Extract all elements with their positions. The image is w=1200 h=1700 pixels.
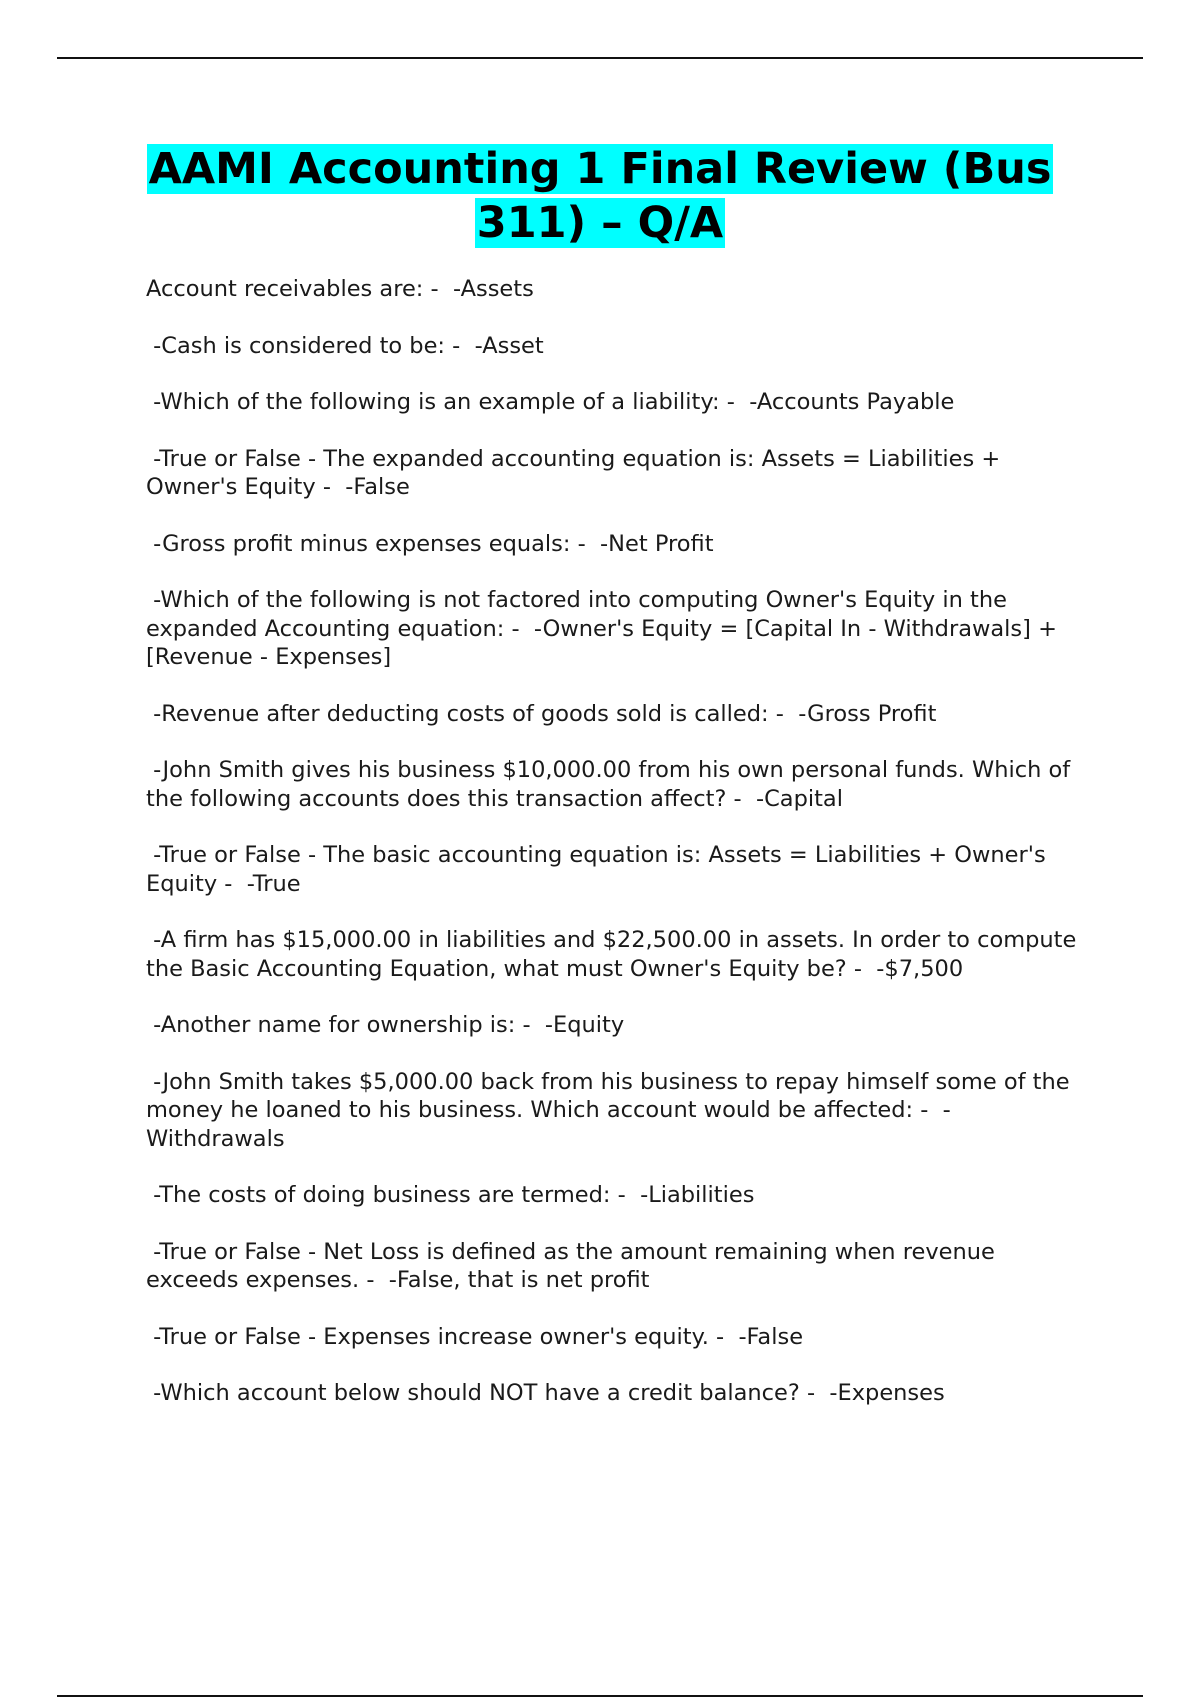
- qa-item-4: -True or False - The expanded accounting equation is: Assets = Liabilities + Owner's Equity - -False: [146, 445, 1008, 500]
- qa-item-11: -Another name for ownership is: - -Equity: [146, 1012, 625, 1038]
- qa-item-7: -Revenue after deducting costs of goods sold is called: - -Gross Profit: [146, 700, 937, 727]
- qa-item-13: -The costs of doing business are termed: - -Liabilities: [146, 1182, 755, 1208]
- header-rule: [57, 57, 1143, 59]
- document-title: AAMI Accounting 1 Final Review (Bus 311) – Q/A: [148, 144, 1052, 248]
- qa-item-10: -A firm has $15,000.00 in liabilities and $22,500.00 in assets. In order to compute the Basic Accounting Equation, what must Owner's Equity be? - -$7,500: [146, 927, 1084, 982]
- qa-item-5: -Gross profit minus expenses equals: - -Net Profit: [146, 530, 714, 557]
- qa-item-16: -Which account below should NOT have a credit balance? - -Expenses: [146, 1380, 945, 1406]
- qa-item-14: -True or False - Net Loss is defined as the amount remaining when revenue exceeds expenses. - -False, that is net profit: [146, 1238, 1002, 1293]
- qa-item-3: -Which of the following is an example of a liability: - -Accounts Payable: [146, 389, 955, 415]
- footer-rule: [57, 1695, 1143, 1697]
- qa-item-12: -John Smith takes $5,000.00 back from his business to repay himself some of the money he loaned to his business. Which account would be affected: - -Withdrawals: [146, 1068, 1077, 1152]
- qa-item-1: Account receivables are: - -Assets: [146, 276, 534, 302]
- qa-item-2: -Cash is considered to be: - -Asset: [146, 332, 544, 359]
- title-block: [120, 142, 1080, 250]
- qa-item-8: -John Smith gives his business $10,000.00 from his own personal funds. Which of the following accounts does this transaction affect? - -Capital: [146, 757, 1078, 812]
- qa-item-6: -Which of the following is not factored into computing Owner's Equity in the expanded Accounting equation: - -Owner's Equity = [Capital In - Withdrawals] + [Revenue - Expenses]: [146, 587, 1065, 670]
- qa-list: [146, 275, 1084, 1436]
- qa-item-15: -True or False - Expenses increase owner's equity. - -False: [146, 1323, 804, 1350]
- qa-item-9: -True or False - The basic accounting equation is: Assets = Liabilities + Owner's Equity - -True: [146, 842, 1053, 897]
